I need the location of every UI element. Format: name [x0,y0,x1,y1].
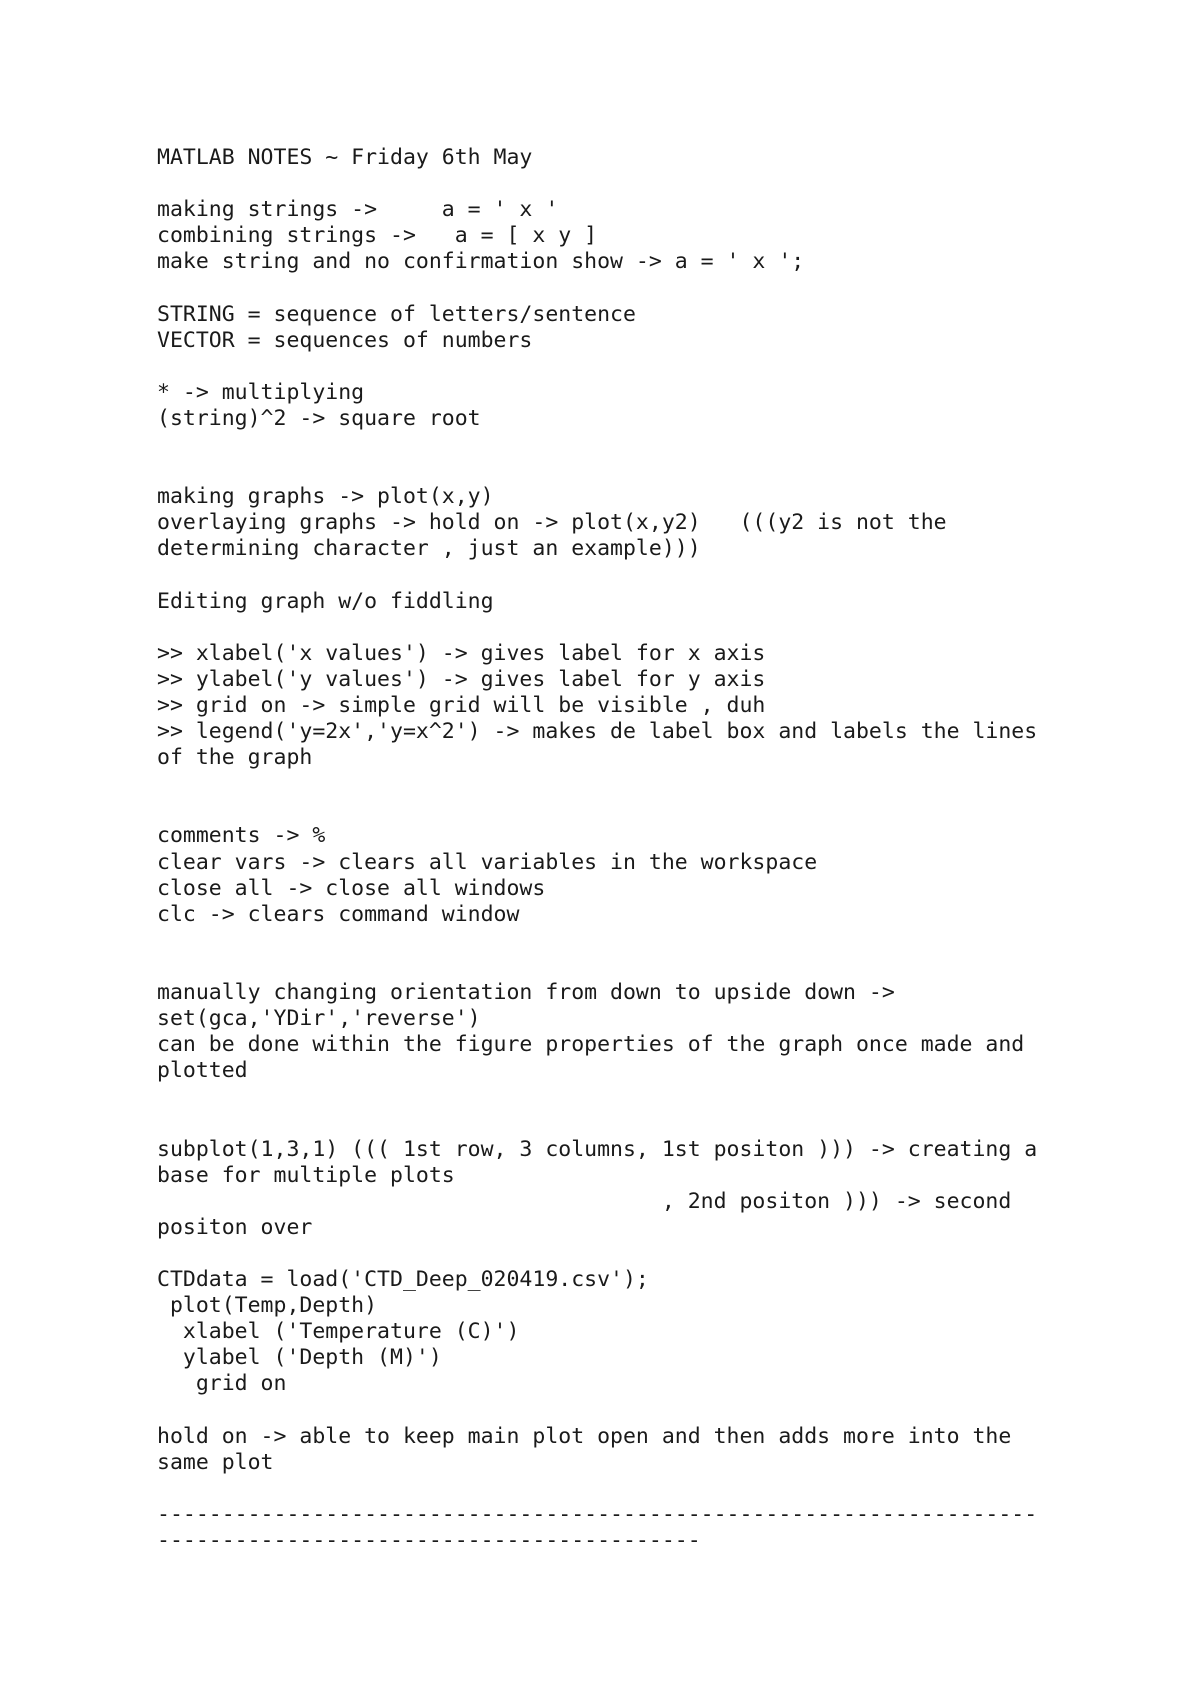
note-line [157,171,1077,197]
note-line [157,1110,1077,1136]
note-line: CTDdata = load('CTD_Deep_020419.csv'); [157,1267,649,1293]
note-line: determining character , just an example))) [157,536,701,562]
note-line: >> xlabel('x values') -> gives label for x axis [157,640,766,666]
note-line: same plot [157,1449,274,1475]
note-line: making graphs -> plot(x,y) [157,484,494,510]
note-line: ylabel ('Depth (M)') [157,1345,442,1371]
note-line [157,1476,1077,1502]
note-line: xlabel ('Temperature (C)') [157,1319,520,1345]
note-line: STRING = sequence of letters/sentence [157,301,636,327]
note-line: manually changing orientation from down to upside down -> [157,980,895,1005]
note-line: , 2nd positon ))) -> second [157,1188,1012,1214]
note-line: comments -> % [157,823,326,849]
note-line: making strings -> a = ' x ' [157,197,559,223]
note-line: combining strings -> a = [ x y ] [157,223,598,249]
note-line: >> legend('y=2x','y=x^2') -> makes de label box and labels the lines [157,719,1038,745]
notes-text [157,145,1077,1554]
note-line [157,1241,1077,1267]
note-line [157,771,1077,797]
note-line [157,928,1077,954]
note-line: of the graph [157,745,313,771]
note-line [157,458,1077,484]
note-line: set(gca,'YDir','reverse') [157,1006,481,1032]
note-line: clear vars -> clears all variables in the workspace [157,849,818,875]
note-line: VECTOR = sequences of numbers [157,327,533,353]
note-line: hold on -> able to keep main plot open and then adds more into the [157,1423,1012,1449]
note-line [157,615,1077,641]
note-line: >> grid on -> simple grid will be visible , duh [157,692,766,718]
note-line [157,1398,1077,1424]
note-line: -------------------------------------------------------------------- [157,1501,1038,1527]
note-line: * -> multiplying [157,379,365,405]
note-line: base for multiple plots [157,1162,455,1188]
note-line: make string and no confirmation show -> a = ' x '; [157,249,805,275]
note-line: Editing graph w/o fiddling [157,588,494,614]
note-line: can be done within the figure properties of the graph once made and [157,1032,1025,1058]
note-line: MATLAB NOTES ~ Friday 6th May [157,145,533,170]
note-line [157,1084,1077,1110]
note-line: close all -> close all windows [157,875,546,901]
note-line: overlaying graphs -> hold on -> plot(x,y2) (((y2 is not the [157,510,947,536]
note-line: (string)^2 -> square root [157,405,481,431]
note-line [157,563,1077,589]
note-line: ------------------------------------------ [157,1527,701,1553]
note-line: grid on [157,1371,287,1397]
note-line [157,354,1077,380]
note-line: plot(Temp,Depth) [157,1293,378,1319]
note-line: positon over [157,1214,313,1240]
note-line: plotted [157,1058,248,1084]
note-line: >> ylabel('y values') -> gives label for y axis [157,666,766,692]
note-line [157,797,1077,823]
note-line [157,432,1077,458]
note-line [157,275,1077,301]
note-line [157,954,1077,980]
note-line: clc -> clears command window [157,901,520,927]
note-line: subplot(1,3,1) ((( 1st row, 3 columns, 1st positon ))) -> creating a [157,1136,1038,1162]
